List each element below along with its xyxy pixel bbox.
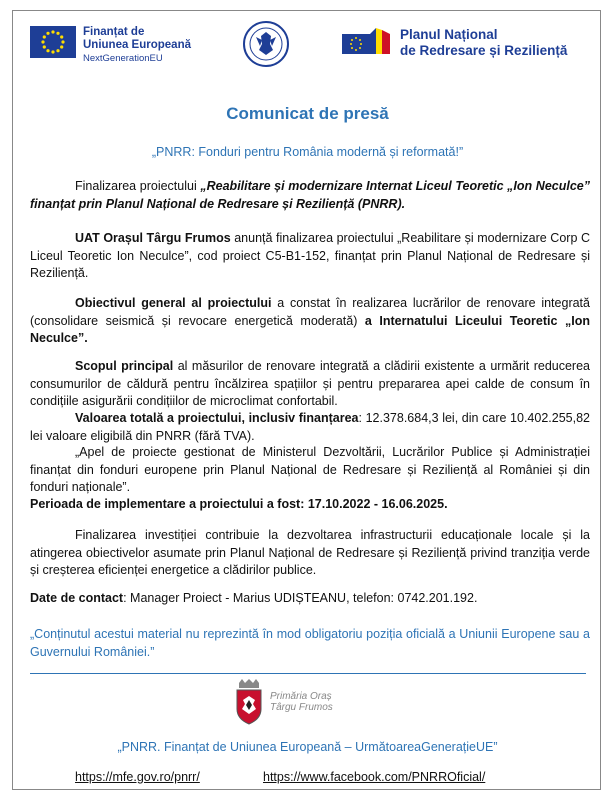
call-text: „Apel de proiecte gestionat de Ministerul Dezvoltării, Lucrărilor Publice și Administrației finanțat din fonduri europene prin Planul Național de Redresare și Reziliență al României și din fonduri naționale”. [30, 445, 590, 494]
facebook-link[interactable]: https://www.facebook.com/PNRROficial/ [263, 770, 486, 784]
paragraph-period [30, 496, 590, 514]
paragraph-conclusion [30, 527, 590, 580]
eu-funding-logo [30, 26, 191, 65]
value-label: Valoarea totală a proiectului, inclusiv finanțarea [75, 411, 359, 425]
government-seal-icon [242, 20, 290, 68]
mfe-link[interactable]: https://mfe.gov.ro/pnrr/ [75, 770, 200, 784]
period-text: Perioada de implementare a proiectului a fost: 17.10.2022 - 16.06.2025. [30, 497, 448, 511]
paragraph-intro [30, 178, 590, 213]
town-line2: Târgu Frumos [270, 702, 333, 713]
page-subtitle: „PNRR: Fonduri pentru România modernă și reformată!” [151, 145, 464, 159]
paragraph-announcement [30, 230, 590, 283]
uat-name: UAT Orașul Târgu Frumos [75, 231, 231, 245]
footer-divider [30, 673, 586, 674]
eu-logo-line3: NextGenerationEU [83, 53, 163, 64]
announcement-text: anunță finalizarea proiectului „Reabilitare și modernizare Corp C Liceul Teoretic Ion Neculce”, cod proiect C5-B1-152, finanțat prin Planul Național de Redresare și Reziliență. [30, 231, 590, 280]
town-line1: Primăria Oraș [270, 691, 332, 702]
pnrr-logo-line1: Planul Național [400, 27, 498, 42]
objective-target: a Internatului Liceului Teoretic „Ion Neculce”. [30, 313, 590, 345]
paragraph-scope [30, 358, 590, 411]
contact-text: : Manager Proiect - Marius UDIȘTEANU, telefon: 0742.201.192. [123, 591, 478, 605]
footer-slogan: „PNRR. Finanțat de Uniunea Europeană – UrmătoareaGenerațieUE” [117, 740, 498, 754]
paragraph-value [30, 410, 590, 445]
contact-label: Date de contact [30, 591, 124, 605]
pnrr-logo-line2: de Redresare și Reziliență [400, 43, 568, 58]
disclaimer: „Conținutul acestui material nu reprezintă în mod obligatoriu poziția oficială a Uniunii Europene sau a Guvernului României.” [30, 627, 590, 659]
project-name: „Reabilitare și modernizare Internat Liceul Teoretic „Ion Neculce” finanțat prin Planul Național de Redresare și Reziliență (PNRR). [30, 179, 590, 211]
eu-flag-icon [30, 26, 76, 58]
paragraph-objective [30, 295, 590, 348]
eu-logo-line1: Finanțat de [83, 26, 145, 38]
eu-logo-line2: Uniunea Europeană [83, 39, 191, 51]
town-hall-logo [234, 679, 333, 725]
objective-text: a constat în realizarea lucrărilor de renovare integrată (consolidare seismică și revocare energetică moderată) [30, 296, 590, 328]
objective-label: Obiectivul general al proiectului [75, 296, 272, 310]
paragraph-contact [30, 590, 590, 608]
town-coat-of-arms-icon [234, 679, 264, 725]
pnrr-flag-icon [342, 28, 392, 58]
intro-text: Finalizarea proiectului [75, 179, 201, 193]
pnrr-logo [342, 27, 567, 59]
conclusion-text: Finalizarea investiției contribuie la dezvoltarea infrastructurii educaționale locale și la atingerea obiectivelor asumate prin Planul Național de Redresare și Reziliență privind tranziția verde și creșterea eficienței energetice a clădirilor publice. [30, 528, 590, 577]
page-title: Comunicat de presă [226, 104, 389, 123]
value-text: : 12.378.684,3 lei, din care 10.402.255,82 lei valoare eligibilă din PNRR (fără TVA). [30, 411, 590, 443]
scope-text: al măsurilor de renovare integrată a clădirii existente a urmărit reducerea consumurilor de căldură pentru încălzirea spațiilor și pentru prepararea apei calde de consum în condițiile asigurării condițiilor de microclimat confortabil. [30, 359, 590, 408]
paragraph-call [30, 444, 590, 497]
scope-label: Scopul principal [75, 359, 174, 373]
